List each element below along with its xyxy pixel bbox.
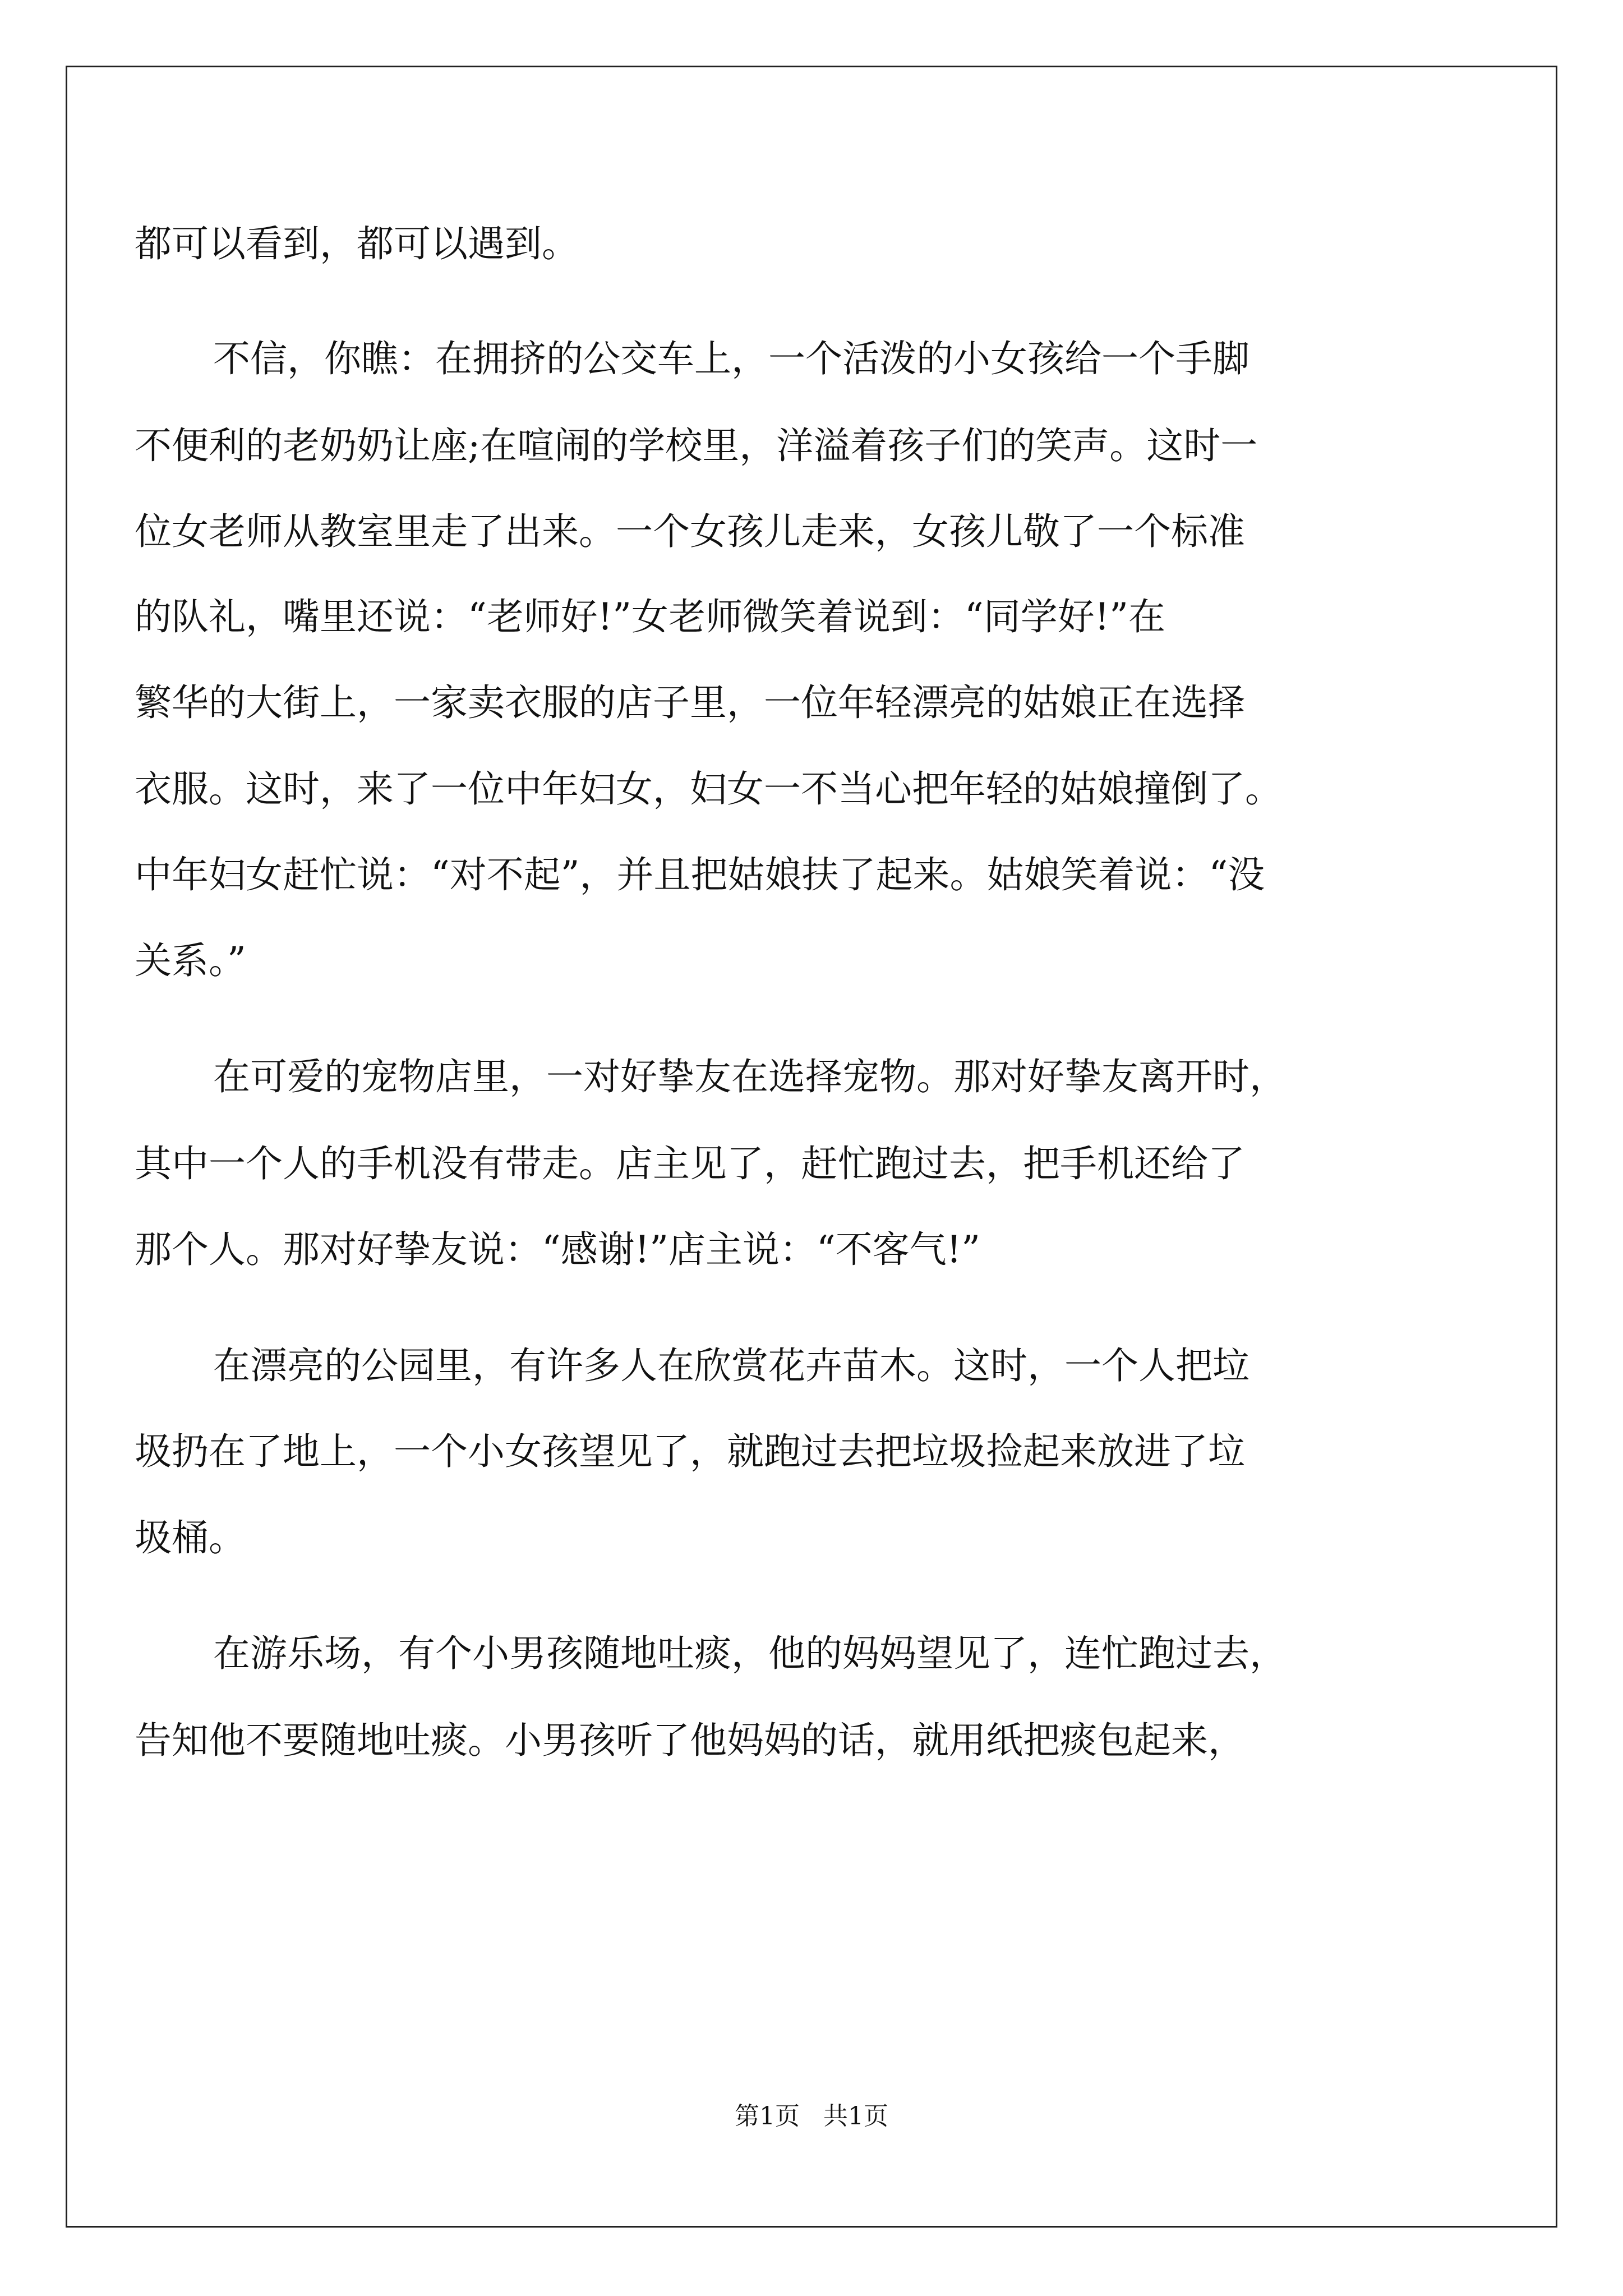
text-line: 圾扔在了地上，一个小女孩望见了，就跑过去把垃圾捡起来放进了垃 (135, 1430, 1245, 1473)
text-line: 繁华的大街上，一家卖衣服的店子里，一位年轻漂亮的姑娘正在选择 (135, 681, 1245, 724)
text-line: 那个人。那对好挚友说：“感谢!”店主说：“不客气!” (135, 1228, 981, 1271)
paragraph-start-line: 在漂亮的公园里，有许多人在欣赏花卉苗木。这时，一个人把垃 (213, 1344, 1249, 1387)
text-line: 中年妇女赶忙说：“对不起”，并且把姑娘扶了起来。姑娘笑着说：“没 (135, 853, 1265, 896)
text-line: 其中一个人的手机没有带走。店主见了，赶忙跑过去，把手机还给了 (135, 1142, 1245, 1185)
page-number-footer: 第1页 共1页 (735, 2102, 888, 2131)
paragraph-start-line: 在游乐场，有个小男孩随地吐痰，他的妈妈望见了，连忙跑过去， (213, 1632, 1287, 1675)
text-line: 的队礼，嘴里还说：“老师好!”女老师微笑着说到：“同学好!”在 (135, 595, 1166, 638)
text-line: 位女老师从教室里走了出来。一个女孩儿走来，女孩儿敬了一个标准 (135, 510, 1245, 553)
text-line: 都可以看到，都可以遇到。 (135, 222, 579, 265)
text-line: 关系。” (135, 939, 246, 982)
paragraph-start-line: 在可爱的宠物店里，一对好挚友在选择宠物。那对好挚友离开时， (213, 1055, 1287, 1098)
text-line: 告知他不要随地吐痰。小男孩听了他妈妈的话，就用纸把痰包起来， (135, 1719, 1245, 1762)
text-line: 不便利的老奶奶让座;在喧闹的学校里，洋溢着孩子们的笑声。这时一 (135, 424, 1258, 467)
text-line: 圾桶。 (135, 1516, 246, 1559)
text-line: 衣服。这时，来了一位中年妇女，妇女一不当心把年轻的姑娘撞倒了。 (135, 767, 1282, 811)
paragraph-start-line: 不信，你瞧：在拥挤的公交车上，一个活泼的小女孩给一个手脚 (213, 337, 1249, 380)
